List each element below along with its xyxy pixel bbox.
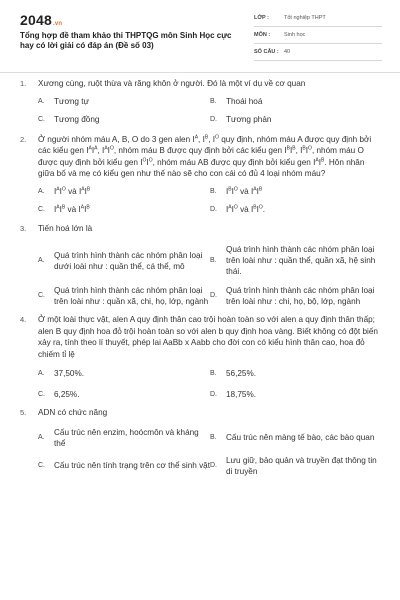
logo-main: 2048	[20, 12, 52, 28]
option-c[interactable]	[38, 455, 210, 477]
info-value: Tốt nghiệp THPT	[284, 15, 326, 21]
info-label: SỐ CÂU :	[254, 49, 279, 55]
option-d[interactable]	[210, 285, 382, 307]
options	[38, 96, 382, 126]
option-d[interactable]	[210, 389, 382, 401]
question-text: Xương cùng, ruột thừa và răng khôn ở người. Đó là một ví dụ về cơ quan	[38, 79, 306, 88]
info-value: Sinh học	[284, 32, 306, 38]
option-text: 18,75%.	[226, 389, 257, 399]
info-panel	[254, 12, 382, 63]
option-text: Tương tự	[54, 96, 89, 106]
option-d[interactable]	[210, 114, 382, 126]
info-label: MÔN :	[254, 32, 271, 38]
question-number: 1.	[20, 79, 27, 88]
option-text: Cấu trúc nên màng tế bào, các bào quan	[226, 433, 375, 442]
document-header	[0, 0, 400, 70]
option-text: $I^BI^O$ và $I^AI^B$	[226, 185, 263, 196]
question-3	[20, 223, 382, 308]
info-row-count	[254, 46, 382, 61]
option-d[interactable]	[210, 455, 382, 477]
option-letter: D.	[210, 461, 217, 469]
option-letter: C.	[38, 116, 45, 123]
option-text: $I^AI^B$ và $I^AI^B$	[54, 204, 90, 214]
question-2	[20, 134, 382, 216]
option-letter: B.	[210, 187, 217, 195]
logo-suffix: .vn	[52, 21, 63, 27]
question-number: 3.	[20, 223, 27, 233]
option-text: 56,25%.	[226, 369, 257, 378]
option-text: $I^AI^O$ và $I^AI^B$	[54, 185, 91, 196]
question-number: 4.	[20, 315, 27, 324]
option-text: Tương đồng	[54, 115, 100, 124]
question-4	[20, 314, 382, 400]
question-text: Ở một loài thực vật, alen A quy định thân cao trội hoàn toàn so với alen a quy định thân thấp; alen B quy định hoa đỏ trội hoàn toàn so với alen b quy định hoa vàng. Biết không có đột biến xảy ra, tính theo lí thuyết, phép lai AaBb x Aabb cho đời con có kiểu hình thân cao, hoa đỏ chiếm tỉ lệ	[38, 315, 378, 359]
option-text: 37,50%.	[54, 369, 85, 378]
question-5	[20, 407, 382, 477]
option-letter: D.	[210, 206, 217, 213]
option-text: Cấu trúc nên tính trạng trên cơ thể sinh vật	[54, 461, 211, 470]
header-divider	[0, 72, 400, 73]
option-text: $I^AI^O$ và $I^BI^O$.	[226, 204, 266, 214]
option-b[interactable]	[210, 427, 382, 449]
option-letter: A.	[38, 370, 45, 377]
option-text: Quá trình hình thành các nhóm phân loại trên loài như : quần thể, quần xã, hệ sinh thái.	[226, 245, 376, 276]
option-a[interactable]	[38, 368, 210, 380]
option-a[interactable]	[38, 186, 210, 198]
question-text: ADN có chức năng	[38, 408, 108, 417]
option-b[interactable]	[210, 244, 382, 277]
option-letter: B.	[210, 256, 217, 264]
option-letter: C.	[38, 206, 45, 213]
option-letter: C.	[38, 461, 45, 469]
options	[38, 368, 382, 400]
info-row-subject	[254, 29, 382, 44]
options	[38, 186, 382, 216]
question-1	[20, 78, 382, 126]
question-text: Tiến hoá lớn là	[38, 223, 93, 233]
option-letter: B.	[210, 97, 217, 105]
option-a[interactable]	[38, 244, 210, 277]
option-letter: A.	[38, 97, 45, 105]
question-number: 5.	[20, 408, 27, 417]
option-text: Quá trình hình thành các nhóm phân loại dưới loài như : quần thể, cá thể, mô	[54, 250, 203, 271]
option-text: Thoái hoá	[226, 96, 263, 106]
option-c[interactable]	[38, 204, 210, 216]
info-label: LỚP :	[254, 15, 269, 21]
option-a[interactable]	[38, 96, 210, 108]
question-text: Ở người nhóm máu A, B, O do 3 gen alen $I^A$, $I^B$, $I^O$ quy định, nhóm máu A được quy định bởi các kiểu gen $I^AI^A$, $I^AI^O$, nhóm máu B được quy định bởi các kiểu gen $I^BI^B$, $I^BI^O$, nhóm máu O được quy định bởi kiểu gen $I^OI^O$, nhóm máu AB được quy định bởi kiểu gen $I^AI^B$. Hôn nhân giữa bố và mẹ có kiểu gen như thế nào sẽ cho con cái có đủ 4 loại nhóm máu?	[38, 133, 372, 178]
option-b[interactable]	[210, 368, 382, 380]
option-text: 6,25%.	[54, 389, 80, 399]
option-text: Lưu giữ, bảo quản và truyền đạt thông tin di truyền	[226, 455, 377, 476]
option-text: Tương phản	[226, 115, 272, 124]
option-c[interactable]	[38, 389, 210, 401]
option-letter: C.	[38, 390, 45, 398]
option-b[interactable]	[210, 96, 382, 108]
options	[38, 244, 382, 307]
option-c[interactable]	[38, 114, 210, 126]
option-letter: A.	[38, 433, 45, 441]
options	[38, 427, 382, 477]
info-value: 40	[284, 49, 291, 55]
option-letter: D.	[210, 390, 217, 398]
document-title: Tổng hợp đề tham khảo thi THPTQG môn Sinh Học cực hay có lời giải có đáp án (Đề số 03)	[20, 31, 232, 50]
option-c[interactable]	[38, 285, 210, 307]
option-text: Cấu trúc nên enzim, hoócmôn và kháng thể	[54, 427, 199, 448]
option-letter: D.	[210, 292, 217, 300]
question-list	[20, 78, 382, 483]
option-letter: A.	[38, 187, 45, 195]
site-logo[interactable]	[20, 12, 62, 28]
option-letter: C.	[38, 292, 45, 300]
option-a[interactable]	[38, 427, 210, 449]
option-letter: D.	[210, 116, 217, 123]
option-letter: A.	[38, 256, 45, 264]
option-letter: B.	[210, 370, 217, 377]
option-letter: B.	[210, 433, 217, 441]
option-text: Quá trình hình thành các nhóm phân loại trên loài như : quần xã, chi, họ, lớp, ngành	[54, 286, 209, 306]
option-d[interactable]	[210, 204, 382, 216]
info-row-class	[254, 12, 382, 27]
option-text: Quá trình hình thành các nhóm phân loại trên loài như : chi, họ, bộ, lớp, ngành	[226, 286, 375, 306]
option-b[interactable]	[210, 186, 382, 198]
question-number: 2.	[20, 134, 27, 144]
